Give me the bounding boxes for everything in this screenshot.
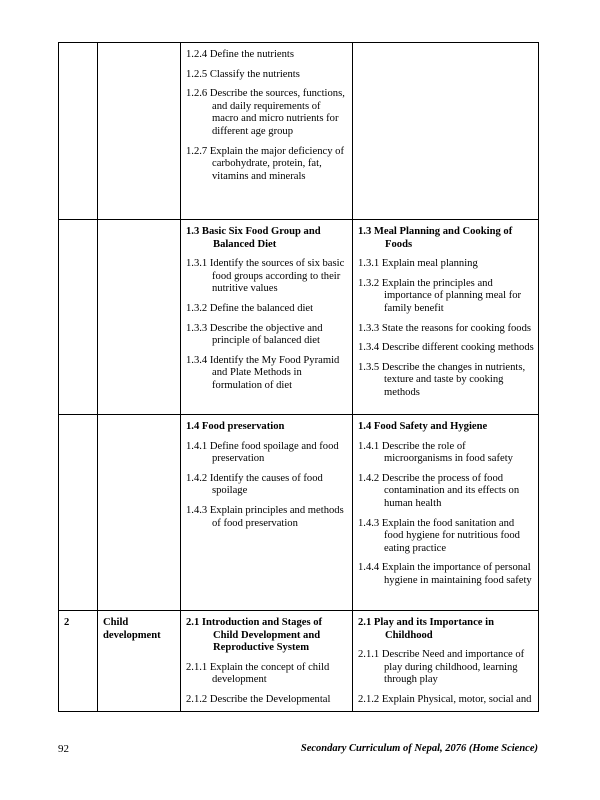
table-row xyxy=(59,43,539,220)
footer-title: Secondary Curriculum of Nepal, 2076 (Home Science) xyxy=(300,743,538,754)
list-item: 2.1.1 Explain the concept of child development xyxy=(186,661,330,686)
number-cell xyxy=(59,220,98,415)
list-item: 1.3.2 Explain the principles and importance of planning meal for family benefit xyxy=(358,277,522,314)
section-title: 1.4 Food preservation xyxy=(186,421,285,432)
list-item: 1.4.3 Explain principles and methods of food preservation xyxy=(186,504,344,529)
area-cell xyxy=(98,611,181,712)
list-item: 1.4.2 Describe the process of food contamination and its effects on human health xyxy=(358,472,520,509)
list-item: 1.2.5 Classify the nutrients xyxy=(186,68,300,80)
objectives-cell xyxy=(181,415,353,611)
list-item: 2.1.1 Describe Need and importance of play during childhood, learning through play xyxy=(358,649,525,686)
list-item: 1.2.7 Explain the major deficiency of carbohydrate, protein, fat, vitamins and minerals xyxy=(186,145,344,182)
content-cell xyxy=(353,611,539,712)
area-cell xyxy=(98,415,181,611)
section-title: 1.3 Meal Planning and Cooking of Foods xyxy=(358,226,513,250)
list-item: 1.4.4 Explain the importance of personal hygiene in maintaining food safety xyxy=(358,562,532,586)
list-item: 1.3.5 Describe the changes in nutrients, texture and taste by cooking methods xyxy=(358,361,526,398)
objectives-cell xyxy=(181,611,353,712)
list-item: 1.4.2 Identify the causes of food spoilage xyxy=(186,472,323,497)
area-cell xyxy=(98,220,181,415)
list-item: 1.3.1 Explain meal planning xyxy=(358,258,478,270)
list-item: 1.3.2 Define the balanced diet xyxy=(186,302,314,314)
list-item: 1.3.1 Identify the sources of six basic food groups according to their nutritive values xyxy=(186,258,345,295)
table-row xyxy=(59,220,539,415)
list-item: 1.3.4 Identify the My Food Pyramid and Plate Methods in formulation of diet xyxy=(186,354,340,391)
objectives-cell xyxy=(181,220,353,415)
content-cell xyxy=(353,415,539,611)
number-cell xyxy=(59,43,98,220)
list-item: 1.3.3 Describe the objective and principle of balanced diet xyxy=(186,322,323,347)
area-cell xyxy=(98,43,181,220)
content-cell xyxy=(353,43,539,220)
list-item: 1.2.6 Describe the sources, functions, and daily requirements of macro and micro nutrients for different age group xyxy=(186,88,345,137)
row-number: 2 xyxy=(64,617,70,628)
curriculum-table xyxy=(58,42,539,712)
section-title: 2.1 Introduction and Stages of Child Development and Reproductive System xyxy=(186,617,323,654)
list-item: 1.3.4 Describe different cooking methods xyxy=(358,342,534,354)
list-item: 1.4.3 Explain the food sanitation and food hygiene for nutritious food eating practice xyxy=(358,517,520,554)
section-title: 2.1 Play and its Importance in Childhood xyxy=(358,617,494,641)
content-cell xyxy=(353,220,539,415)
list-item: 1.3.3 State the reasons for cooking foods xyxy=(358,322,531,334)
table-row xyxy=(59,415,539,611)
number-cell xyxy=(59,415,98,611)
content-area: Child development xyxy=(103,617,161,641)
section-title: 1.3 Basic Six Food Group and Balanced Diet xyxy=(186,226,321,250)
objectives-cell xyxy=(181,43,353,220)
list-item: 2.1.2 Describe the Developmental xyxy=(186,693,331,705)
list-item: 2.1.2 Explain Physical, motor, social and xyxy=(358,693,532,705)
table-row xyxy=(59,611,539,712)
list-item: 1.4.1 Describe the role of microorganisms in food safety xyxy=(358,440,513,465)
page-number: 92 xyxy=(58,743,69,755)
list-item: 1.4.1 Define food spoilage and food preservation xyxy=(186,440,339,465)
list-item: 1.2.4 Define the nutrients xyxy=(186,49,294,60)
number-cell xyxy=(59,611,98,712)
section-title: 1.4 Food Safety and Hygiene xyxy=(358,421,488,432)
